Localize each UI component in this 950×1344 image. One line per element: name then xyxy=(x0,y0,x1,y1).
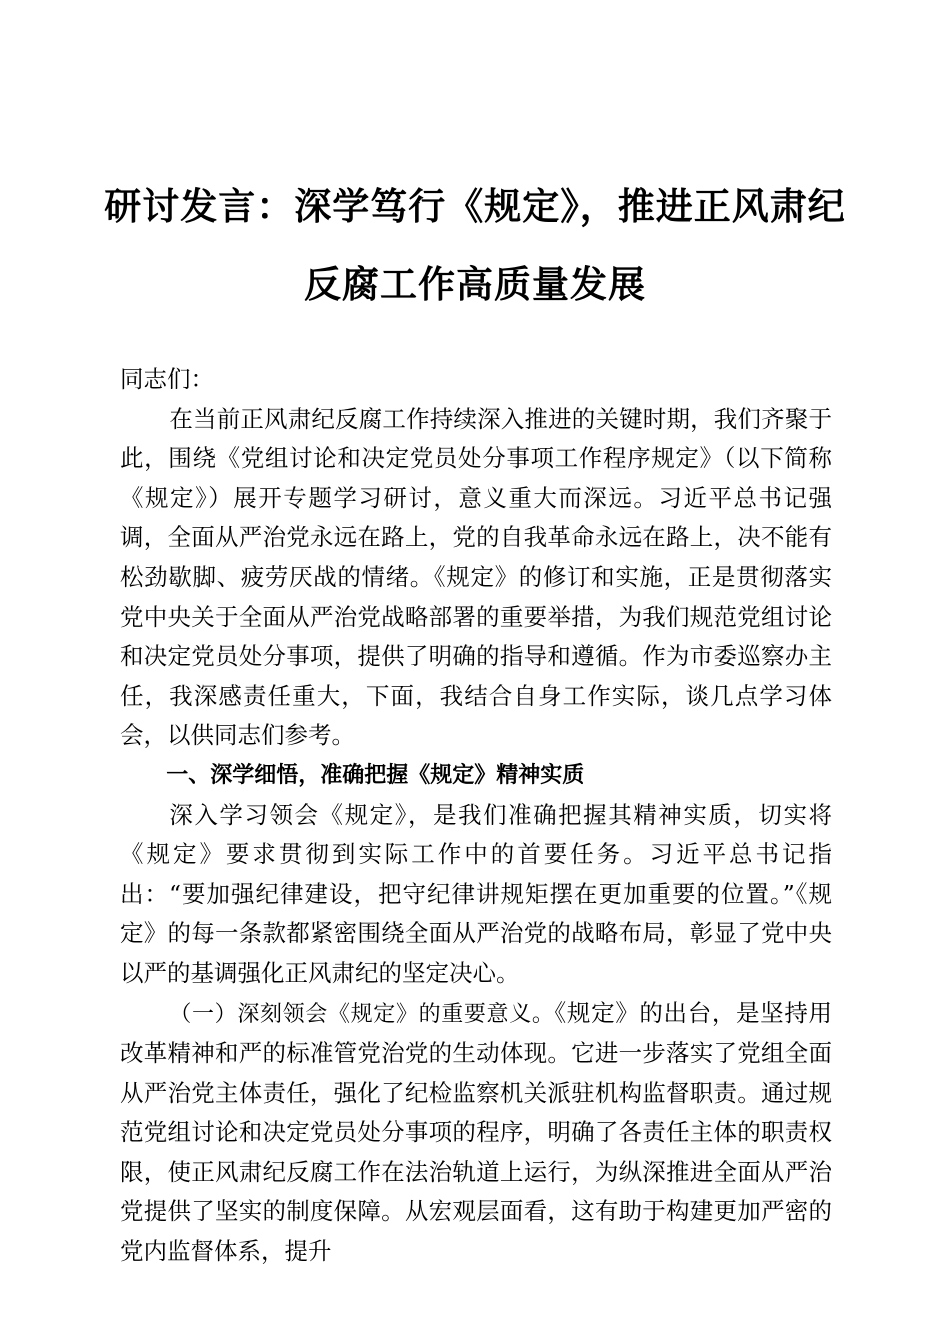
intro-paragraph: 在当前正风肃纪反腐工作持续深入推进的关键时期，我们齐聚于此，围绕《党组讨论和决定党员处分事项工作程序规定》（以下简称《规定》）展开专题学习研讨，意义重大而深远。习近平总书记强调，全面从严治党永远在路上，党的自我革命永远在路上，决不能有松劲歇脚、疲劳厌战的情绪。《规定》的修订和实施，正是贯彻落实党中央关于全面从严治党战略部署的重要举措，为我们规范党组讨论和决定党员处分事项，提供了明确的指导和遵循。作为市委巡察办主任，我深感责任重大，下面，我结合自身工作实际，谈几点学习体会，以供同志们参考。 xyxy=(120,404,832,750)
document-title xyxy=(90,168,860,324)
subsection-lead: （一）深刻领会《规定》的重要意义。 xyxy=(169,1001,555,1027)
subsection-text: 《规定》的出台，是坚持用改革精神和严的标准管党治党的生动体现。它进一步落实了党组全面从严治党主体责任，强化了纪检监察机关派驻机构监督职责。通过规范党组讨论和决定党员处分事项的程序，明确了各责任主体的职责权限，使正风肃纪反腐工作在法治轨道上运行，为纵深推进全面从严治党提供了坚实的制度保障。从宏观层面看，这有助于构建更加严密的党内监督体系，提升 xyxy=(120,998,832,1266)
document-body xyxy=(120,360,832,1272)
salutation: 同志们： xyxy=(120,365,214,393)
subsection-paragraph xyxy=(120,994,832,1272)
title-line-1: 研讨发言：深学笃行《规定》，推进正风肃纪 xyxy=(104,185,846,228)
title-line-2: 反腐工作高质量发展 xyxy=(304,263,646,306)
section-heading: 一、深学细悟，准确把握《规定》精神实质 xyxy=(166,762,585,788)
section-paragraph: 深入学习领会《规定》，是我们准确把握其精神实质，切实将《规定》要求贯彻到实际工作中的首要任务。习近平总书记指出：“要加强纪律建设，把守纪律讲规矩摆在更加重要的位置。”《规定》的每一条款都紧密围绕全面从严治党的战略布局，彰显了党中央以严的基调强化正风肃纪的坚定决心。 xyxy=(120,800,832,987)
